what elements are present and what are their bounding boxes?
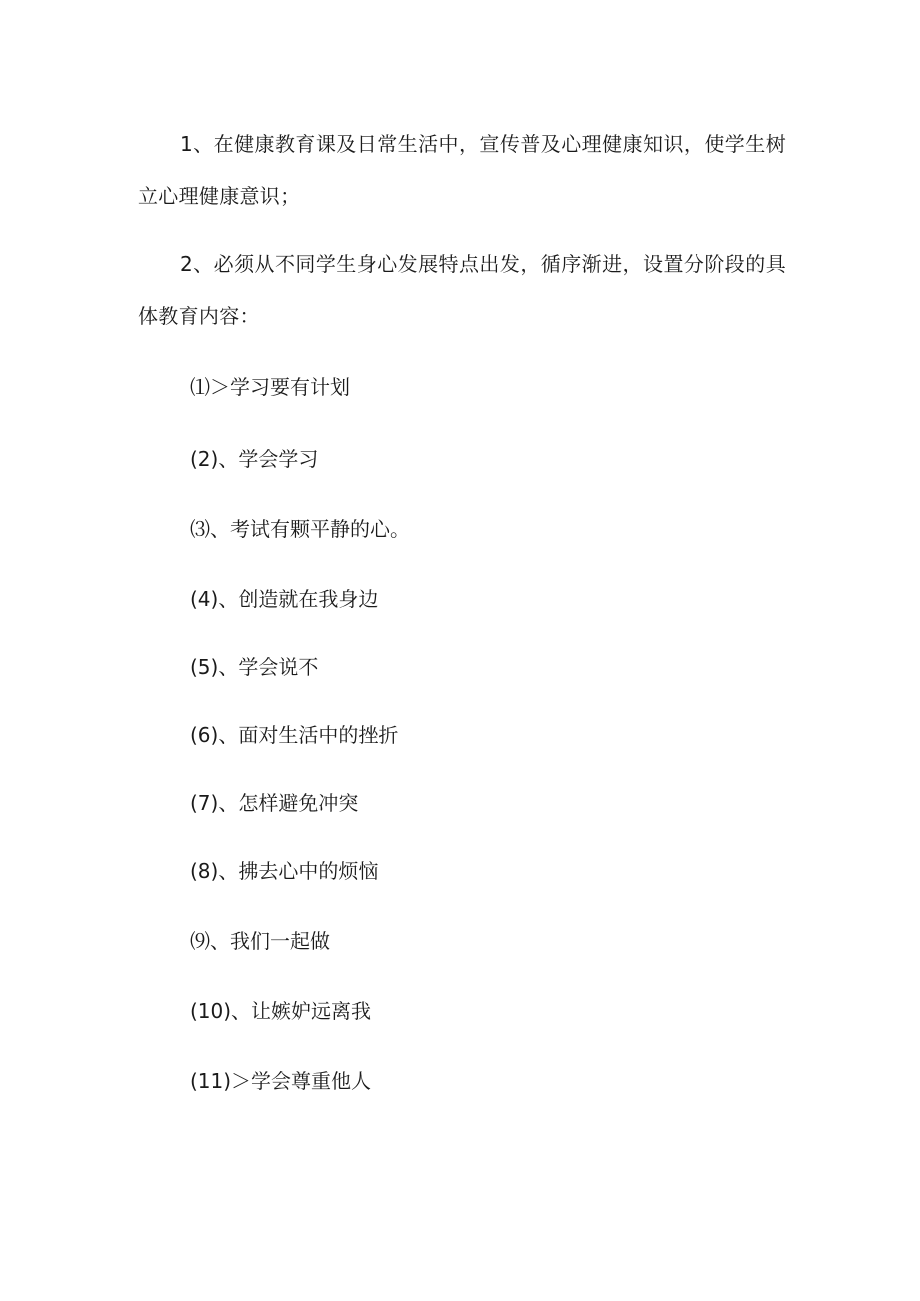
list-item-10: (10)、让嫉妒远离我 [190,999,372,1023]
list-item-8: (8)、拂去心中的烦恼 [190,859,379,883]
list-item-9: ⑼、我们一起做 [190,929,330,953]
paragraph-1: 1、在健康教育课及日常生活中，宣传普及心理健康知识，使学生树立心理健康意识； [138,132,786,208]
list-item-11: (11)＞学会尊重他人 [190,1069,372,1093]
list-item-2: (2)、学会学习 [190,447,319,471]
list-item-7: (7)、怎样避免冲突 [190,791,359,815]
list-item-1: ⑴＞学习要有计划 [190,375,350,399]
list-item-4: (4)、创造就在我身边 [190,587,379,611]
paragraph-2: 2、必须从不同学生身心发展特点出发，循序渐进，设置分阶段的具体教育内容： [138,252,786,328]
list-item-5: (5)、学会说不 [190,655,319,679]
list-item-6: (6)、面对生活中的挫折 [190,723,399,747]
list-item-3: ⑶、考试有颗平静的心。 [190,517,410,541]
